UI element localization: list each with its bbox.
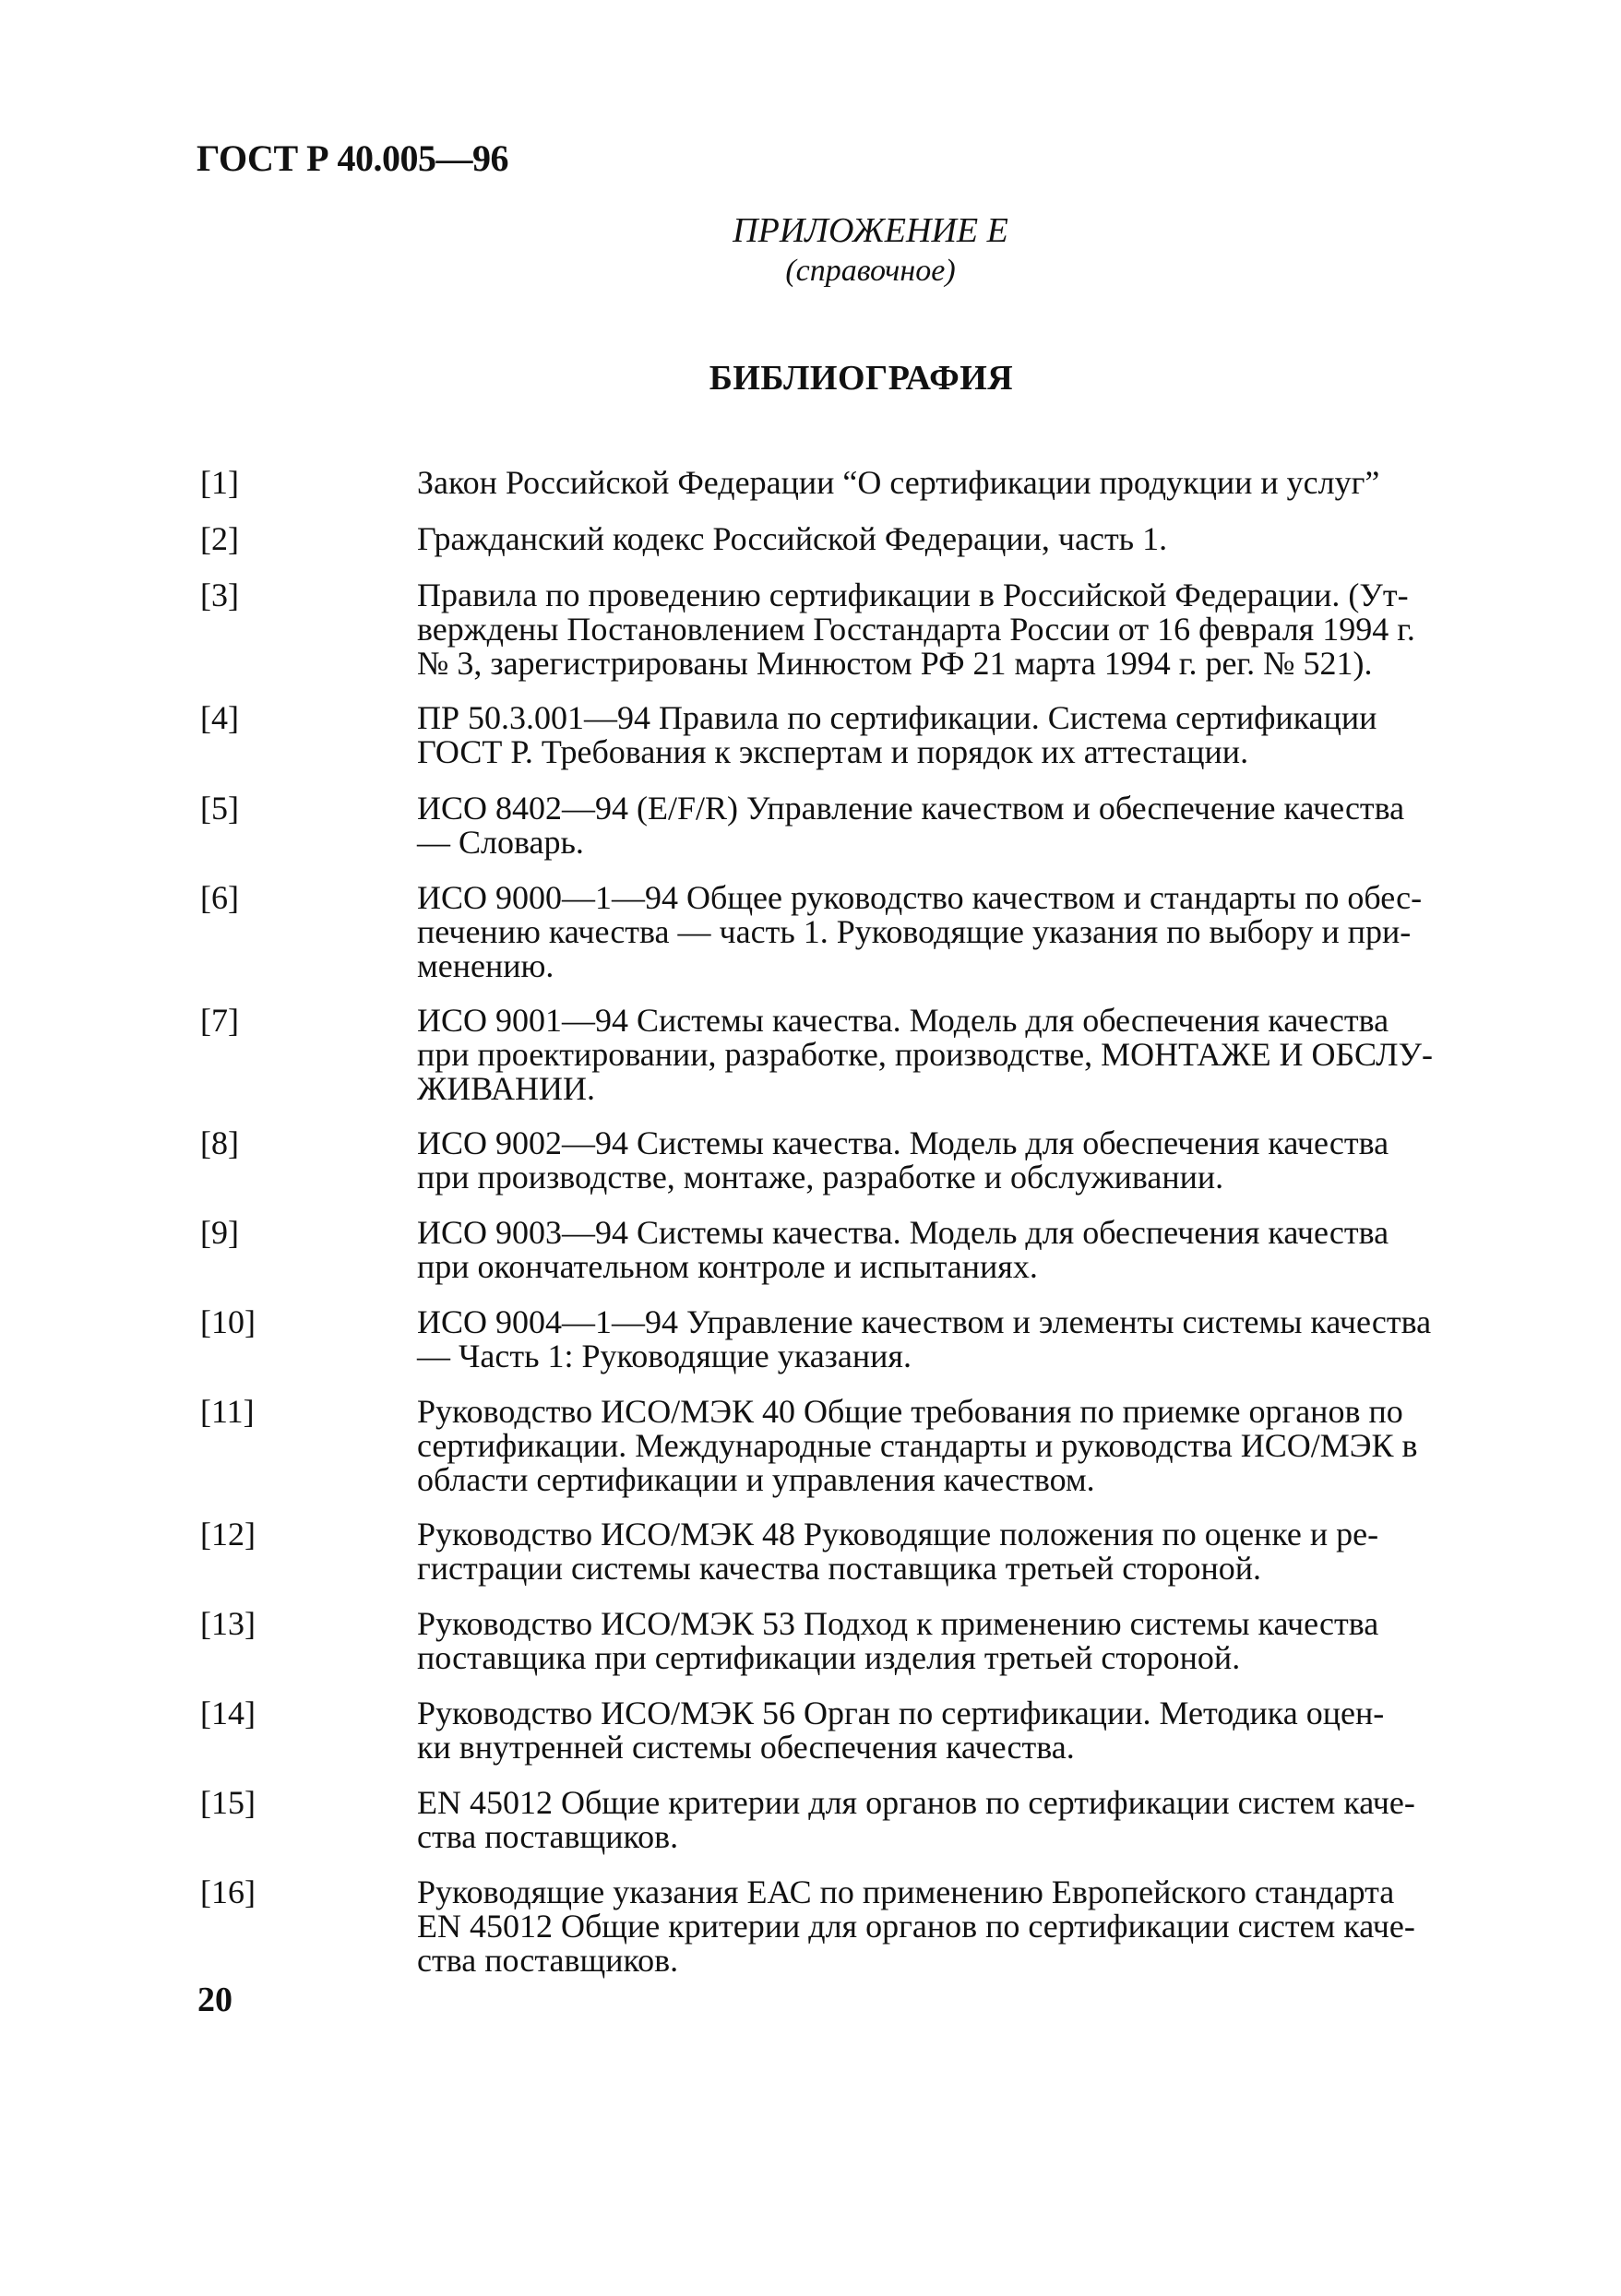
section-title: БИБЛИОГРАФИЯ: [709, 359, 1014, 398]
entry-text: Правила по проведению сертификации в Российской Федерации. (Ут- верждены Постановлением Госстандарта России от 16 февраля 1994 г. № 3, зарегистрированы Минюстом РФ 21 марта 1994 г. рег. № 521).: [417, 577, 1415, 682]
entry-number: [4]: [200, 699, 239, 736]
entry-number: [2]: [200, 520, 239, 557]
entry-text: Руководство ИСО/МЭК 53 Подход к применению системы качества поставщика при сертификации изделия третьей стороной.: [417, 1605, 1379, 1676]
entry-number: [15]: [200, 1784, 256, 1821]
entry-number: [8]: [200, 1124, 239, 1161]
entry-text: Руководящие указания ЕАС по применению Европейского стандарта EN 45012 Общие критерии для органов по сертификации систем каче- ства поставщиков.: [417, 1874, 1415, 1979]
entry-number: [13]: [200, 1605, 256, 1642]
entry-text: Гражданский кодекс Российской Федерации, часть 1.: [417, 520, 1168, 557]
entry-number: [11]: [200, 1393, 255, 1430]
entry-number: [7]: [200, 1002, 239, 1039]
entry-text: Закон Российской Федерации “О сертификации продукции и услуг”: [417, 464, 1380, 501]
entry-text: ИСО 9003—94 Системы качества. Модель для обеспечения качества при окончательном контроле и испытаниях.: [417, 1214, 1389, 1285]
entry-number: [9]: [200, 1214, 239, 1251]
entry-number: [3]: [200, 577, 239, 613]
entry-text: ИСО 8402—94 (E/F/R) Управление качеством и обеспечение качества — Словарь.: [417, 790, 1405, 861]
page-number: 20: [197, 1981, 232, 2019]
entry-text: Руководство ИСО/МЭК 40 Общие требования по приемке органов по сертификации. Международные стандарты и руководства ИСО/МЭК в области сертификации и управления качеством.: [417, 1393, 1418, 1498]
entry-text: ПР 50.3.001—94 Правила по сертификации. Система сертификации ГОСТ Р. Требования к экспертам и порядок их аттестации.: [417, 699, 1377, 770]
entry-text: EN 45012 Общие критерии для органов по сертификации систем каче- ства поставщиков.: [417, 1784, 1415, 1855]
entry-text: ИСО 9004—1—94 Управление качеством и элементы системы качества — Часть 1: Руководящие указания.: [417, 1303, 1432, 1374]
entry-text: ИСО 9001—94 Системы качества. Модель для обеспечения качества при проектировании, разработке, производстве, МОНТАЖЕ И ОБСЛУ- ЖИВАНИИ.: [417, 1002, 1433, 1107]
entry-number: [16]: [200, 1874, 256, 1910]
entry-number: [6]: [200, 879, 239, 916]
appendix-title: ПРИЛОЖЕНИЕ Е: [733, 211, 1008, 250]
entry-text: ИСО 9000—1—94 Общее руководство качеством и стандарты по обес- печению качества — часть 1. Руководящие указания по выбору и при- менению.: [417, 879, 1423, 984]
entry-number: [1]: [200, 464, 239, 501]
entry-text: Руководство ИСО/МЭК 56 Орган по сертификации. Методика оцен- ки внутренней системы обеспечения качества.: [417, 1695, 1385, 1766]
entry-number: [12]: [200, 1516, 256, 1552]
entry-text: Руководство ИСО/МЭК 48 Руководящие положения по оценке и ре- гистрации системы качества поставщика третьей стороной.: [417, 1516, 1379, 1587]
entry-number: [14]: [200, 1695, 256, 1731]
entry-text: ИСО 9002—94 Системы качества. Модель для обеспечения качества при производстве, монтаже, разработке и обслуживании.: [417, 1124, 1389, 1196]
appendix-subtitle: (справочное): [785, 254, 956, 288]
document-code: ГОСТ Р 40.005—96: [197, 137, 509, 179]
entry-number: [5]: [200, 790, 239, 827]
entry-number: [10]: [200, 1303, 256, 1340]
